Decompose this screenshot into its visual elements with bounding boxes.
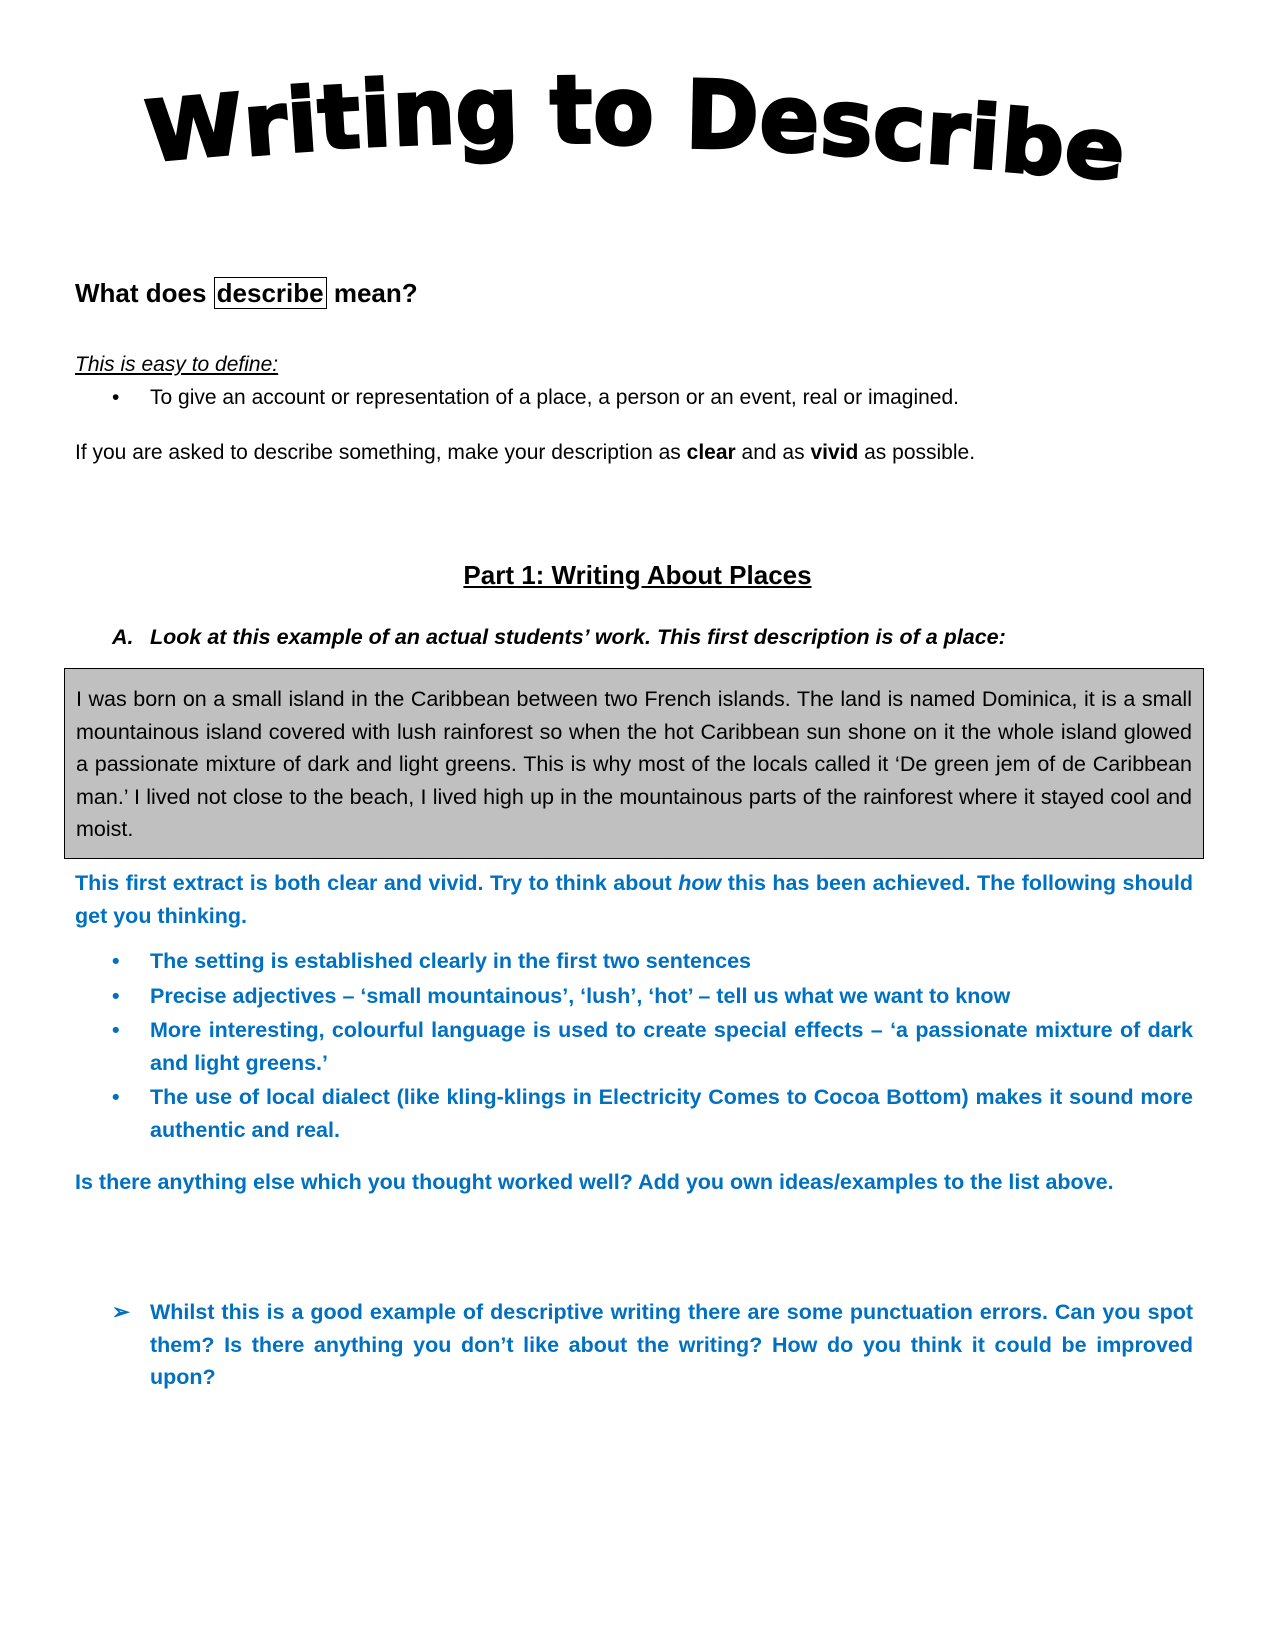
- list-item: [112, 1081, 1193, 1146]
- title-letter: r: [239, 72, 291, 176]
- student-extract-box: I was born on a small island in the Caribbean between two French islands. The land is named Dominica, it is a small mountainous island covered with lush rainforest so when the hot Caribbean sun shone on it the whole island glowed a passionate mixture of dark and light greens. This is why most of the locals called it ‘De green jem of de Caribbean man.’ I lived not close to the beach, I lived high up in the mountainous parts of the rainforest where it stayed cool and moist.: [64, 668, 1204, 859]
- title-letter: t: [315, 64, 364, 171]
- title-letter: r: [923, 79, 973, 186]
- question-boxed-word: describe: [214, 277, 327, 309]
- bullet-icon: •: [112, 949, 120, 973]
- question-prefix: What does: [75, 278, 214, 308]
- analysis-list: [112, 945, 1193, 1149]
- title-letter: s: [817, 68, 875, 178]
- analysis-intro-text-1: This first extract is both clear and vivid. Try to think about: [75, 871, 679, 895]
- bullet-icon: •: [112, 983, 120, 1008]
- analysis-intro: [75, 867, 1193, 932]
- part-heading-text: Part 1: Writing About Places: [463, 560, 812, 590]
- instruction-text-1: If you are asked to describe something, make your description as: [75, 441, 687, 464]
- question-suffix: mean?: [326, 278, 418, 308]
- definition-question: [75, 278, 418, 309]
- instruction-text-2: and as: [735, 441, 811, 464]
- title-letter: i: [358, 60, 394, 168]
- instruction-vivid: vivid: [810, 441, 859, 464]
- part-heading: [0, 560, 1275, 591]
- title-space: [521, 60, 551, 190]
- title-letter: o: [593, 55, 654, 166]
- title-letter: i: [966, 85, 1004, 190]
- title-letter: e: [757, 63, 821, 174]
- analysis-point: The use of local dialect (like kling-klings in Electricity Comes to Cocoa Bottom) makes it sound more authentic and real.: [150, 1085, 1193, 1142]
- title-letter: e: [1060, 97, 1129, 200]
- instruction-clear: clear: [686, 441, 736, 464]
- definition-label: This is easy to define:: [75, 353, 279, 376]
- arrow-bullet-icon: ➢: [112, 1300, 131, 1324]
- task-text: Look at this example of an actual students’ work. This first description is of a place:: [150, 625, 1006, 649]
- instruction-text-3: as possible.: [858, 441, 976, 464]
- title-letter: n: [390, 57, 457, 167]
- list-item: [112, 945, 1193, 978]
- analysis-point: The setting is established clearly in the first two sentences: [150, 949, 751, 973]
- title-letter: W: [141, 75, 247, 182]
- definition-bullet: [112, 386, 959, 410]
- describe-instruction: [75, 441, 975, 465]
- analysis-point: More interesting, colourful language is used to create special effects – ‘a passionate mixture of dark and light greens.’: [150, 1018, 1193, 1075]
- punctuation-task: [112, 1296, 1193, 1394]
- list-item: [112, 980, 1193, 1013]
- task-a: [112, 625, 1006, 650]
- analysis-intro-text-2: this has been achieved. The following should get you thinking.: [75, 871, 1193, 928]
- title-letter: D: [684, 59, 760, 171]
- title-letter: t: [549, 54, 593, 166]
- followup-question: Is there anything else which you thought worked well? Add you own ideas/examples to the list above.: [75, 1170, 1114, 1194]
- definition-text: To give an account or representation of a place, a person or an event, real or imagined.: [150, 386, 959, 409]
- page-title: [130, 54, 1140, 200]
- title-space: [654, 60, 684, 190]
- punctuation-task-text: Whilst this is a good example of descriptive writing there are some punctuation errors. Can you spot them? Is there anything you don’t like about the writing? How do you think it could be improved upon?: [150, 1300, 1193, 1390]
- title-letter: c: [870, 73, 928, 182]
- title-letter: b: [997, 90, 1068, 196]
- bullet-icon: •: [112, 386, 120, 409]
- title-letter: i: [283, 68, 321, 173]
- bullet-icon: •: [112, 1085, 120, 1110]
- bullet-icon: •: [112, 1018, 120, 1043]
- analysis-intro-how: how: [678, 871, 722, 895]
- title-letter: g: [454, 55, 521, 166]
- list-item: [112, 1014, 1193, 1079]
- task-marker: A.: [112, 625, 134, 649]
- analysis-point: Precise adjectives – ‘small mountainous’, ‘lush’, ‘hot’ – tell us what we want to know: [150, 983, 1011, 1008]
